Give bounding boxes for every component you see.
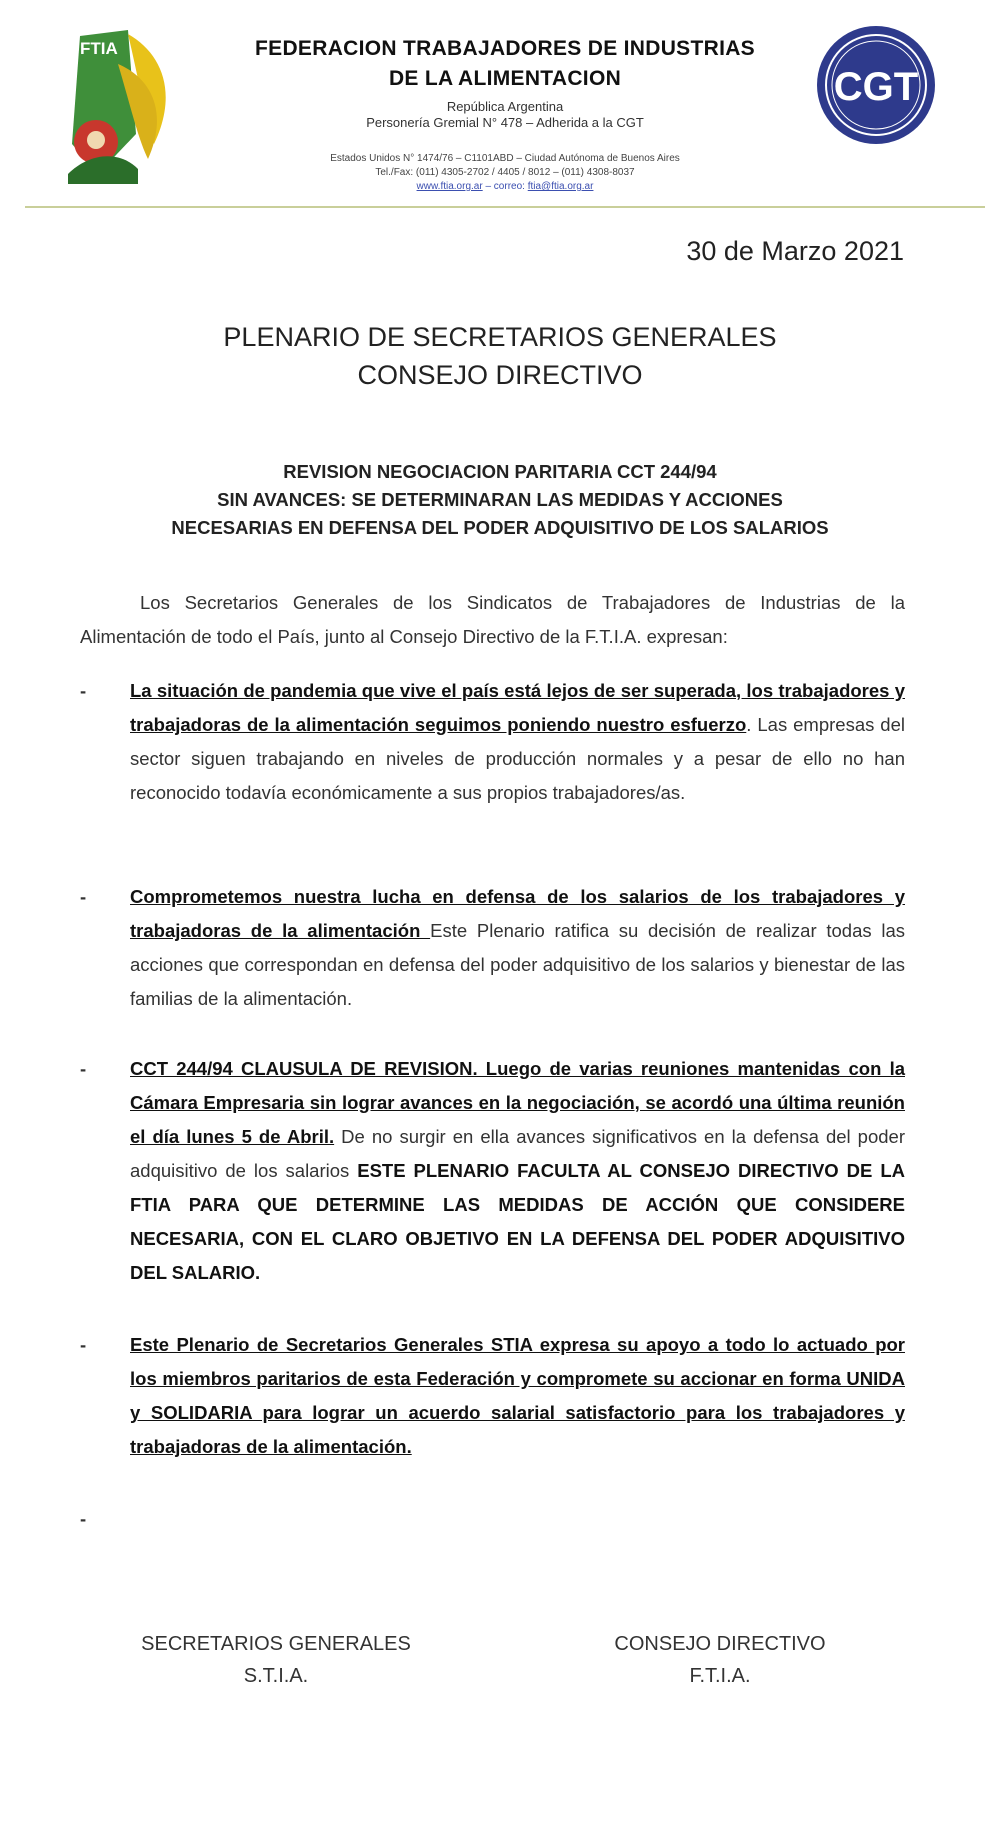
- subheading-line1: REVISION NEGOCIACION PARITARIA CCT 244/94: [283, 461, 717, 482]
- bullet-dash: -: [80, 1508, 87, 1529]
- bullet-bold: ESTE PLENARIO FACULTA AL CONSEJO DIRECTIVO DE LA FTIA PARA QUE DETERMINE LAS MEDIDAS DE ACCIÓN QUE CONSIDERE NECESARIA, CON EL CLARO OBJETIVO EN LA DEFENSA DEL PODER ADQUISITIVO DEL SALARIO.: [130, 1160, 905, 1283]
- bullet-emphasis: La situación de pandemia que vive el país está lejos de ser superada, los trabajadores y trabajadoras de la alimentación seguimos poniendo nuestro esfuerzo: [130, 680, 905, 735]
- bullet-emphasis: Este Plenario de Secretarios Generales STIA expresa su apoyo a todo lo actuado por los miembros paritarios de esta Federación y compromete su accionar en forma UNIDA y SOLIDARIA para lograr un acuerdo salarial satisfactorio para los trabajadores y trabajadoras de la alimentación.: [130, 1334, 905, 1457]
- organization-contact: [190, 152, 820, 194]
- document-subheading: [80, 458, 920, 542]
- signature-right-title: CONSEJO DIRECTIVO: [614, 1633, 826, 1655]
- signature-left-org: S.T.I.A.: [243, 1665, 309, 1687]
- bullet-body: De no surgir en ella avances significativos en la defensa del poder adquisitivo de los salarios: [130, 1126, 905, 1181]
- org-address: Estados Unidos N° 1474/76 – C1101ABD – Ciudad Autónoma de Buenos Aires: [330, 153, 680, 164]
- subheading-line2: SIN AVANCES: SE DETERMINARAN LAS MEDIDAS Y ACCIONES: [217, 489, 783, 510]
- bullet-emphasis: CCT 244/94 CLAUSULA DE REVISION. Luego de varias reuniones mantenidas con la Cámara Empresaria sin lograr avances en la negociación, se acordó una última reunión el día lunes 5 de Abril.: [130, 1058, 905, 1147]
- ftia-logo: [58, 24, 188, 184]
- ftia-logo-text: FTIA: [80, 39, 118, 58]
- org-name-line2: DE LA ALIMENTACION: [388, 67, 622, 90]
- organization-details: [190, 99, 820, 131]
- org-links: [190, 180, 820, 194]
- signature-consejo: [540, 1628, 900, 1692]
- letterhead: [0, 0, 1000, 210]
- intro-paragraph: Los Secretarios Generales de los Sindicatos de Trabajadores de Industrias de la Alimentación de todo el País, junto al Consejo Directivo de la F.T.I.A. expresan:: [80, 592, 905, 647]
- org-phone: Tel./Fax: (011) 4305-2702 / 4405 / 8012 – (011) 4308-8037: [375, 167, 635, 178]
- bullet-emphasis: Comprometemos nuestra lucha en defensa de los salarios de los trabajadores y trabajadoras de la alimentación: [130, 886, 905, 941]
- heading-line1: PLENARIO DE SECRETARIOS GENERALES: [223, 322, 777, 352]
- org-registration: Personería Gremial N° 478 – Adherida a la CGT: [366, 115, 644, 130]
- document-date: 30 de Marzo 2021: [686, 236, 904, 266]
- bullet-text: [130, 1328, 905, 1464]
- org-country: República Argentina: [446, 99, 564, 114]
- cgt-logo-text: CGT: [833, 65, 919, 109]
- bullet-body: Este Plenario ratifica su decisión de realizar todas las acciones que correspondan en defensa del poder adquisitivo de los salarios y bienestar de las familias de la alimentación.: [130, 920, 905, 1009]
- signature-right-org: F.T.I.A.: [689, 1665, 751, 1687]
- organization-name: [190, 34, 820, 94]
- signature-secretarios: [96, 1628, 456, 1692]
- subheading-line3: NECESARIAS EN DEFENSA DEL PODER ADQUISITIVO DE LOS SALARIOS: [171, 517, 829, 538]
- website-link[interactable]: www.ftia.org.ar: [416, 181, 483, 192]
- bullet-dash: -: [80, 1058, 87, 1079]
- bullet-text: [130, 674, 905, 810]
- email-link[interactable]: ftia@ftia.org.ar: [527, 181, 594, 192]
- email-prefix: – correo:: [485, 181, 525, 192]
- bullet-text: [130, 880, 905, 1016]
- header-divider: [25, 206, 985, 208]
- bullet-dash: -: [80, 1334, 87, 1355]
- heading-line2: CONSEJO DIRECTIVO: [357, 360, 643, 390]
- document-heading: [0, 318, 1000, 394]
- bullet-body: . Las empresas del sector siguen trabajando en niveles de producción normales y a pesar de ello no han reconocido todavía económicamente a sus propios trabajadores/as.: [130, 714, 905, 803]
- signature-left-title: SECRETARIOS GENERALES: [141, 1633, 411, 1655]
- bullet-dash: -: [80, 680, 87, 701]
- bullet-dash: -: [80, 886, 87, 907]
- bullet-text: [130, 1052, 905, 1290]
- org-name-line1: FEDERACION TRABAJADORES DE INDUSTRIAS: [255, 37, 755, 60]
- cgt-logo: [815, 24, 937, 146]
